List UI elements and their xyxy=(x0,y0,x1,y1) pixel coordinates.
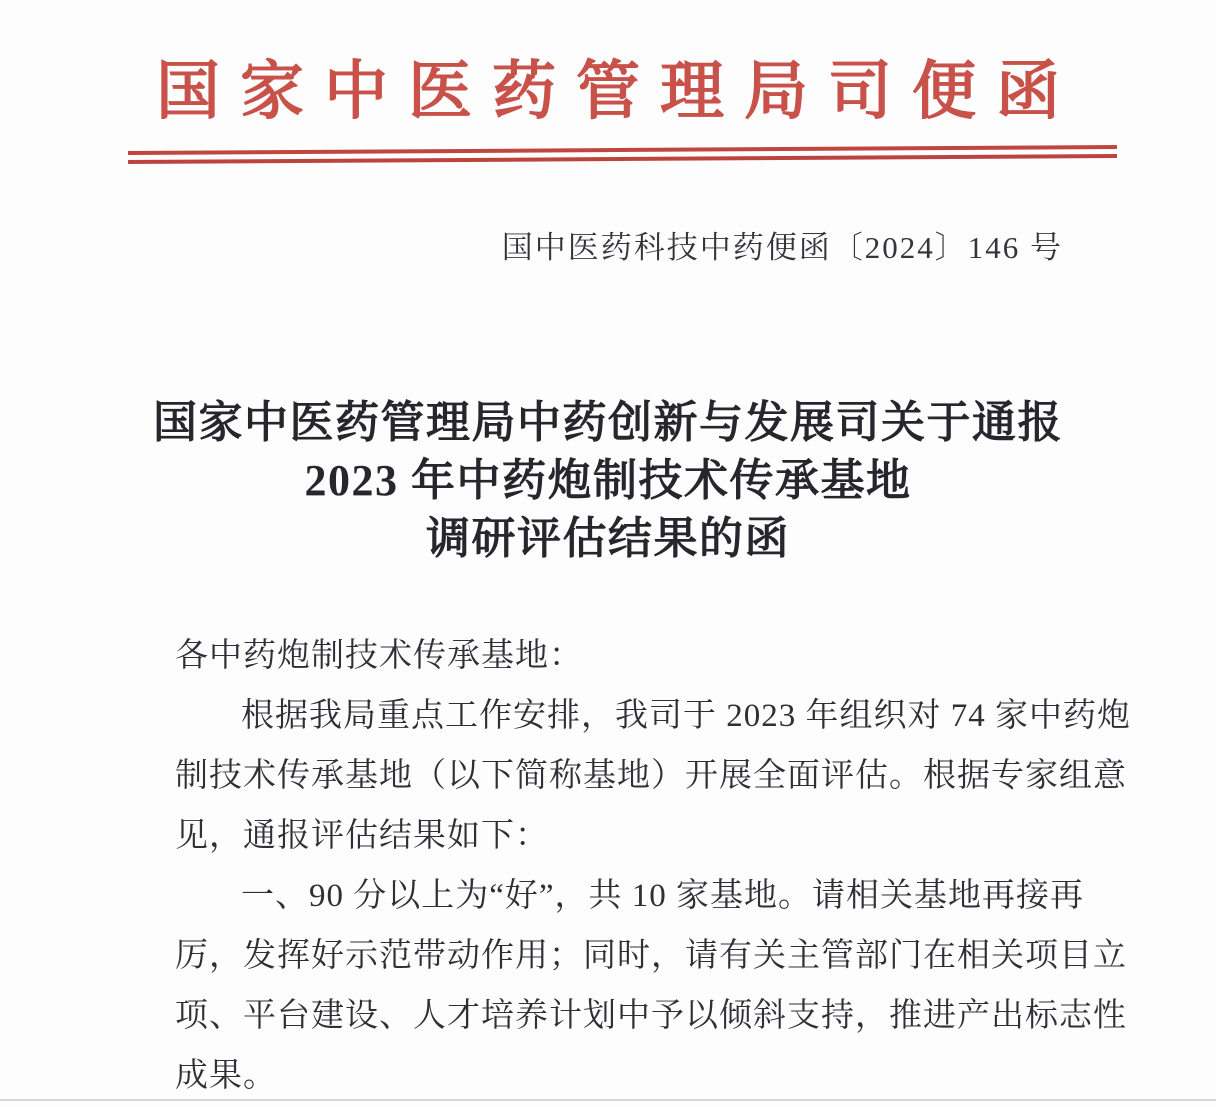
salutation: 各中药炮制技术传承基地： xyxy=(175,638,583,674)
paragraph2-line-2: 厉，发挥好示范带动作用；同时，请有关主管部门在相关项目立 xyxy=(175,938,1127,974)
paragraph2-line-1: 一、90 分以上为“好”，共 10 家基地。请相关基地再接再 xyxy=(241,878,1085,914)
paragraph1-line-3: 见，通报评估结果如下： xyxy=(175,818,549,854)
document-number: 国中医药科技中药便函〔2024〕146 号 xyxy=(501,230,1063,265)
document-title-line-1: 国家中医药管理局中药创新与发展司关于通报 xyxy=(153,398,1063,447)
letterhead-title: 国家中医药管理局司便函 xyxy=(156,56,1080,127)
paragraph1-line-2: 制技术传承基地（以下简称基地）开展全面评估。根据专家组意 xyxy=(175,758,1127,794)
document-title-line-2: 2023 年中药炮制技术传承基地 xyxy=(304,456,912,505)
paragraph2-line-3: 项、平台建设、人才培养计划中予以倾斜支持，推进产出标志性 xyxy=(175,998,1127,1034)
document-body xyxy=(175,626,1131,1106)
paragraph1-line-1: 根据我局重点工作安排，我司于 2023 年组织对 74 家中药炮 xyxy=(241,698,1131,734)
divider-line-top xyxy=(128,145,1117,155)
paragraph2-line-4: 成果。 xyxy=(175,1058,277,1094)
divider-line-bottom xyxy=(128,154,1117,164)
document-title-line-3: 调研评估结果的函 xyxy=(426,514,790,563)
letterhead-divider xyxy=(128,145,1117,164)
page-bottom-scan-edge xyxy=(0,1099,1216,1101)
document-title xyxy=(0,394,1216,568)
